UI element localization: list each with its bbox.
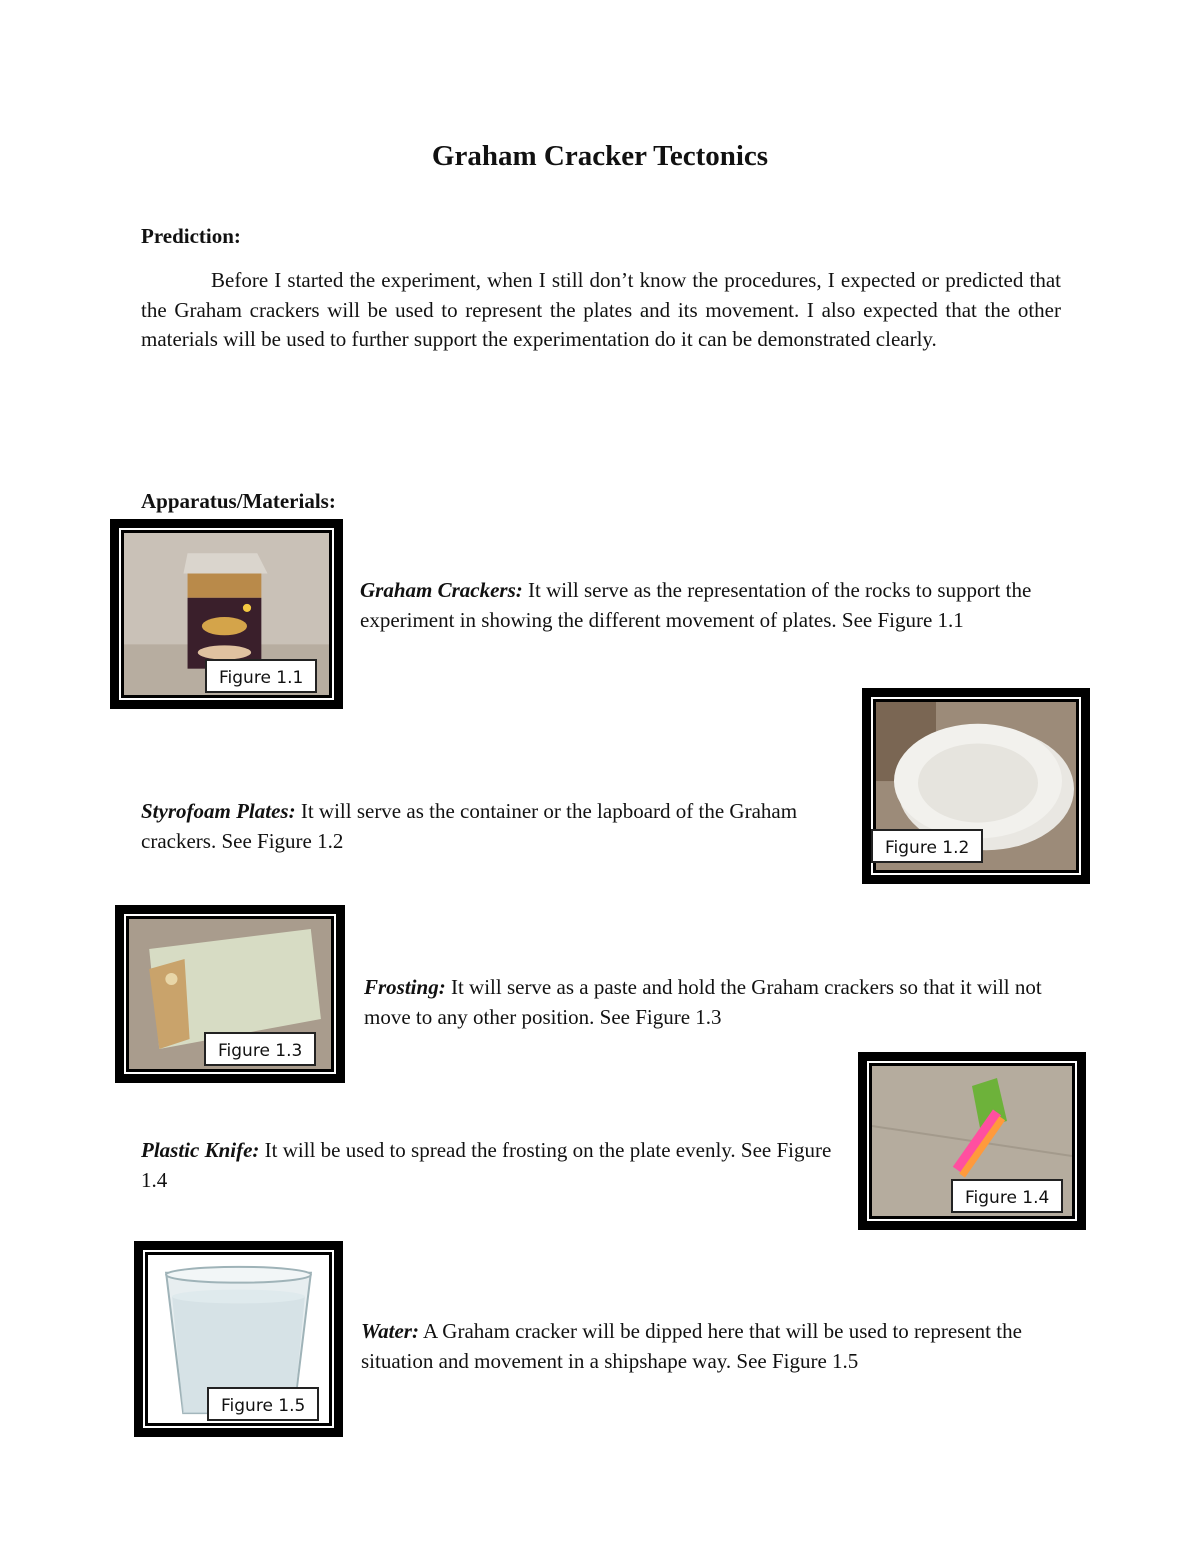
figure-1-2-caption: Figure 1.2 <box>871 829 983 863</box>
material-term: Frosting: <box>364 975 446 999</box>
prediction-paragraph: Before I started the experiment, when I still don’t know the procedures, I expected or predicted that the Graham crackers will be used to represent the plates and its movement. I also expected that the other materials will be used to further support the experimentation do it can be demonstrated clearly. <box>141 268 1061 351</box>
material-term: Water: <box>361 1319 419 1343</box>
material-description: It will serve as a paste and hold the Graham crackers so that it will not move to any other position. See Figure 1.3 <box>364 975 1042 1029</box>
material-graham-crackers <box>360 575 1060 635</box>
document-title: Graham Cracker Tectonics <box>431 140 769 172</box>
figure-1-1-frame <box>110 519 343 709</box>
material-description: It will serve as the representation of the rocks to support the experiment in showing the different movement of plates. See Figure 1.1 <box>360 578 1032 632</box>
material-styrofoam-plates <box>141 796 841 856</box>
material-term: Plastic Knife: <box>141 1138 260 1162</box>
figure-1-3-caption: Figure 1.3 <box>204 1032 316 1066</box>
figure-1-4-frame <box>858 1052 1086 1230</box>
figure-1-5-caption: Figure 1.5 <box>207 1387 319 1421</box>
material-description: A Graham cracker will be dipped here that will be used to represent the situation and movement in a shipshape way. See Figure 1.5 <box>361 1319 1022 1373</box>
prediction-heading: Prediction: <box>141 224 241 248</box>
figure-1-4-caption: Figure 1.4 <box>951 1179 1063 1213</box>
material-term: Graham Crackers: <box>360 578 523 602</box>
material-term: Styrofoam Plates: <box>141 799 296 823</box>
material-frosting <box>364 972 1064 1032</box>
figure-1-3-frame <box>115 905 345 1083</box>
figure-1-5-frame <box>134 1241 343 1437</box>
material-plastic-knife <box>141 1135 841 1195</box>
materials-heading: Apparatus/Materials: <box>141 489 336 513</box>
figure-1-2-frame <box>862 688 1090 884</box>
material-water <box>361 1316 1061 1376</box>
material-description: It will serve as the container or the lapboard of the Graham crackers. See Figure 1.2 <box>141 799 798 853</box>
material-description: It will be used to spread the frosting on the plate evenly. See Figure 1.4 <box>141 1138 832 1192</box>
figure-1-1-caption: Figure 1.1 <box>205 659 317 693</box>
